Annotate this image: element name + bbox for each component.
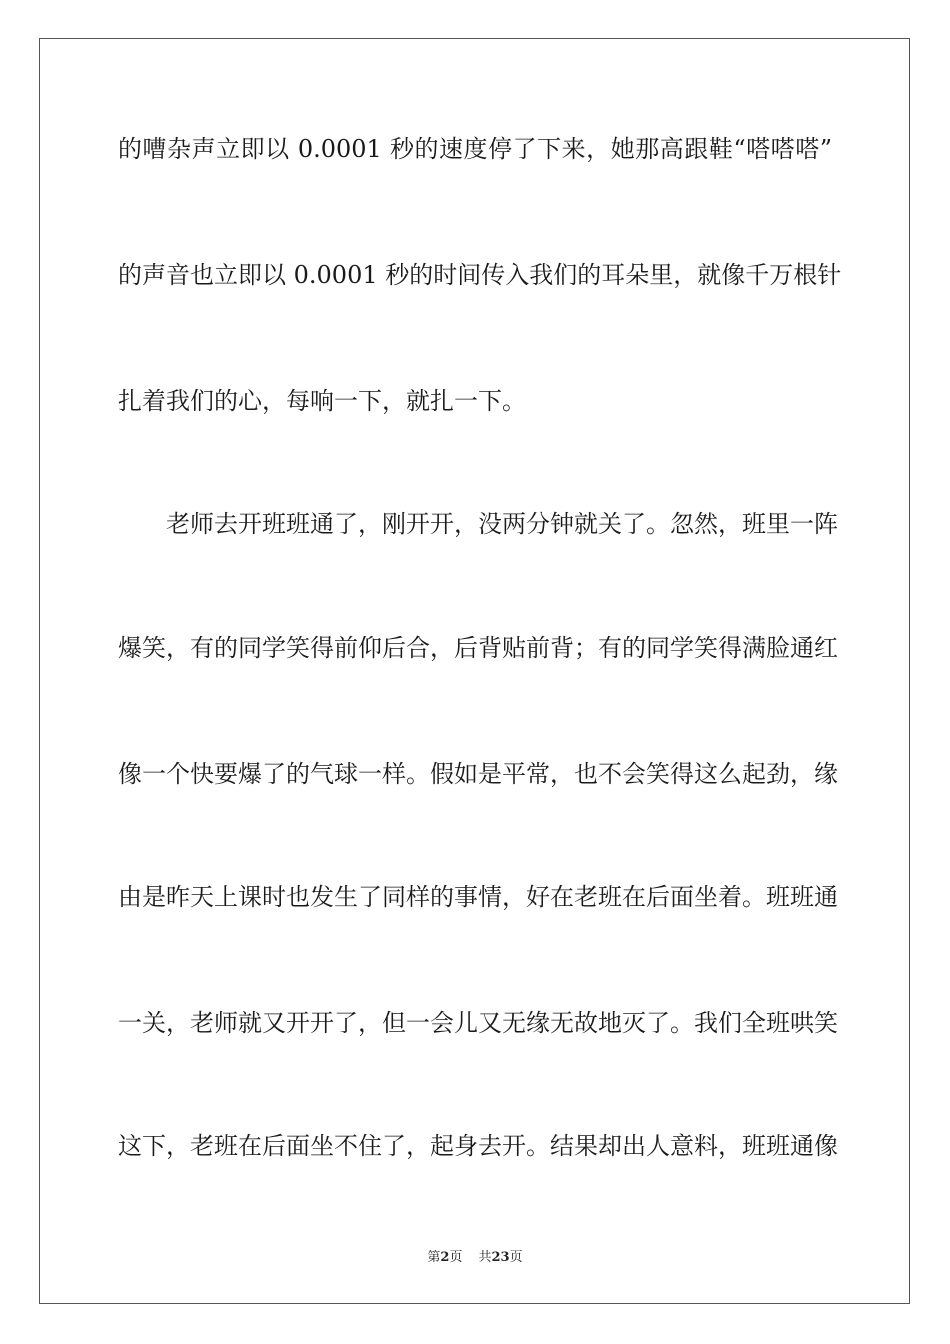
text-line-3: 扎着我们的心，每响一下，就扎一下。 <box>118 387 526 415</box>
text-line-2: 的声音也立即以 0.0001 秒的时间传入我们的耳朵里，就像千万根针 <box>118 261 842 289</box>
page-number: 2 <box>440 1250 450 1265</box>
total-suffix: 页 <box>509 1250 523 1265</box>
page-footer <box>0 1246 950 1265</box>
total-prefix: 共 <box>478 1250 492 1265</box>
page-border <box>39 38 910 1304</box>
text-line-4: 老师去开班班通了，刚开开，没两分钟就关了。忽然，班里一阵 <box>166 510 838 538</box>
text-line-8: 一关，老师就又开开了，但一会儿又无缘无故地灭了。我们全班哄笑 <box>118 1009 838 1037</box>
text-line-7: 由是昨天上课时也发生了同样的事情，好在老班在后面坐着。班班通 <box>118 883 838 911</box>
text-line-5: 爆笑，有的同学笑得前仰后合，后背贴前背；有的同学笑得满脸通红 <box>118 634 838 662</box>
text-line-6: 像一个快要爆了的气球一样。假如是平常，也不会笑得这么起劲，缘 <box>118 760 838 788</box>
text-line-9: 这下，老班在后面坐不住了，起身去开。结果却出人意料，班班通像 <box>118 1132 838 1160</box>
text-line-1: 的嘈杂声立即以 0.0001 秒的速度停了下来，她那高跟鞋“嗒嗒嗒” <box>118 135 832 163</box>
page-suffix: 页 <box>449 1250 463 1265</box>
total-pages: 23 <box>491 1250 510 1265</box>
page-prefix: 第 <box>427 1250 441 1265</box>
